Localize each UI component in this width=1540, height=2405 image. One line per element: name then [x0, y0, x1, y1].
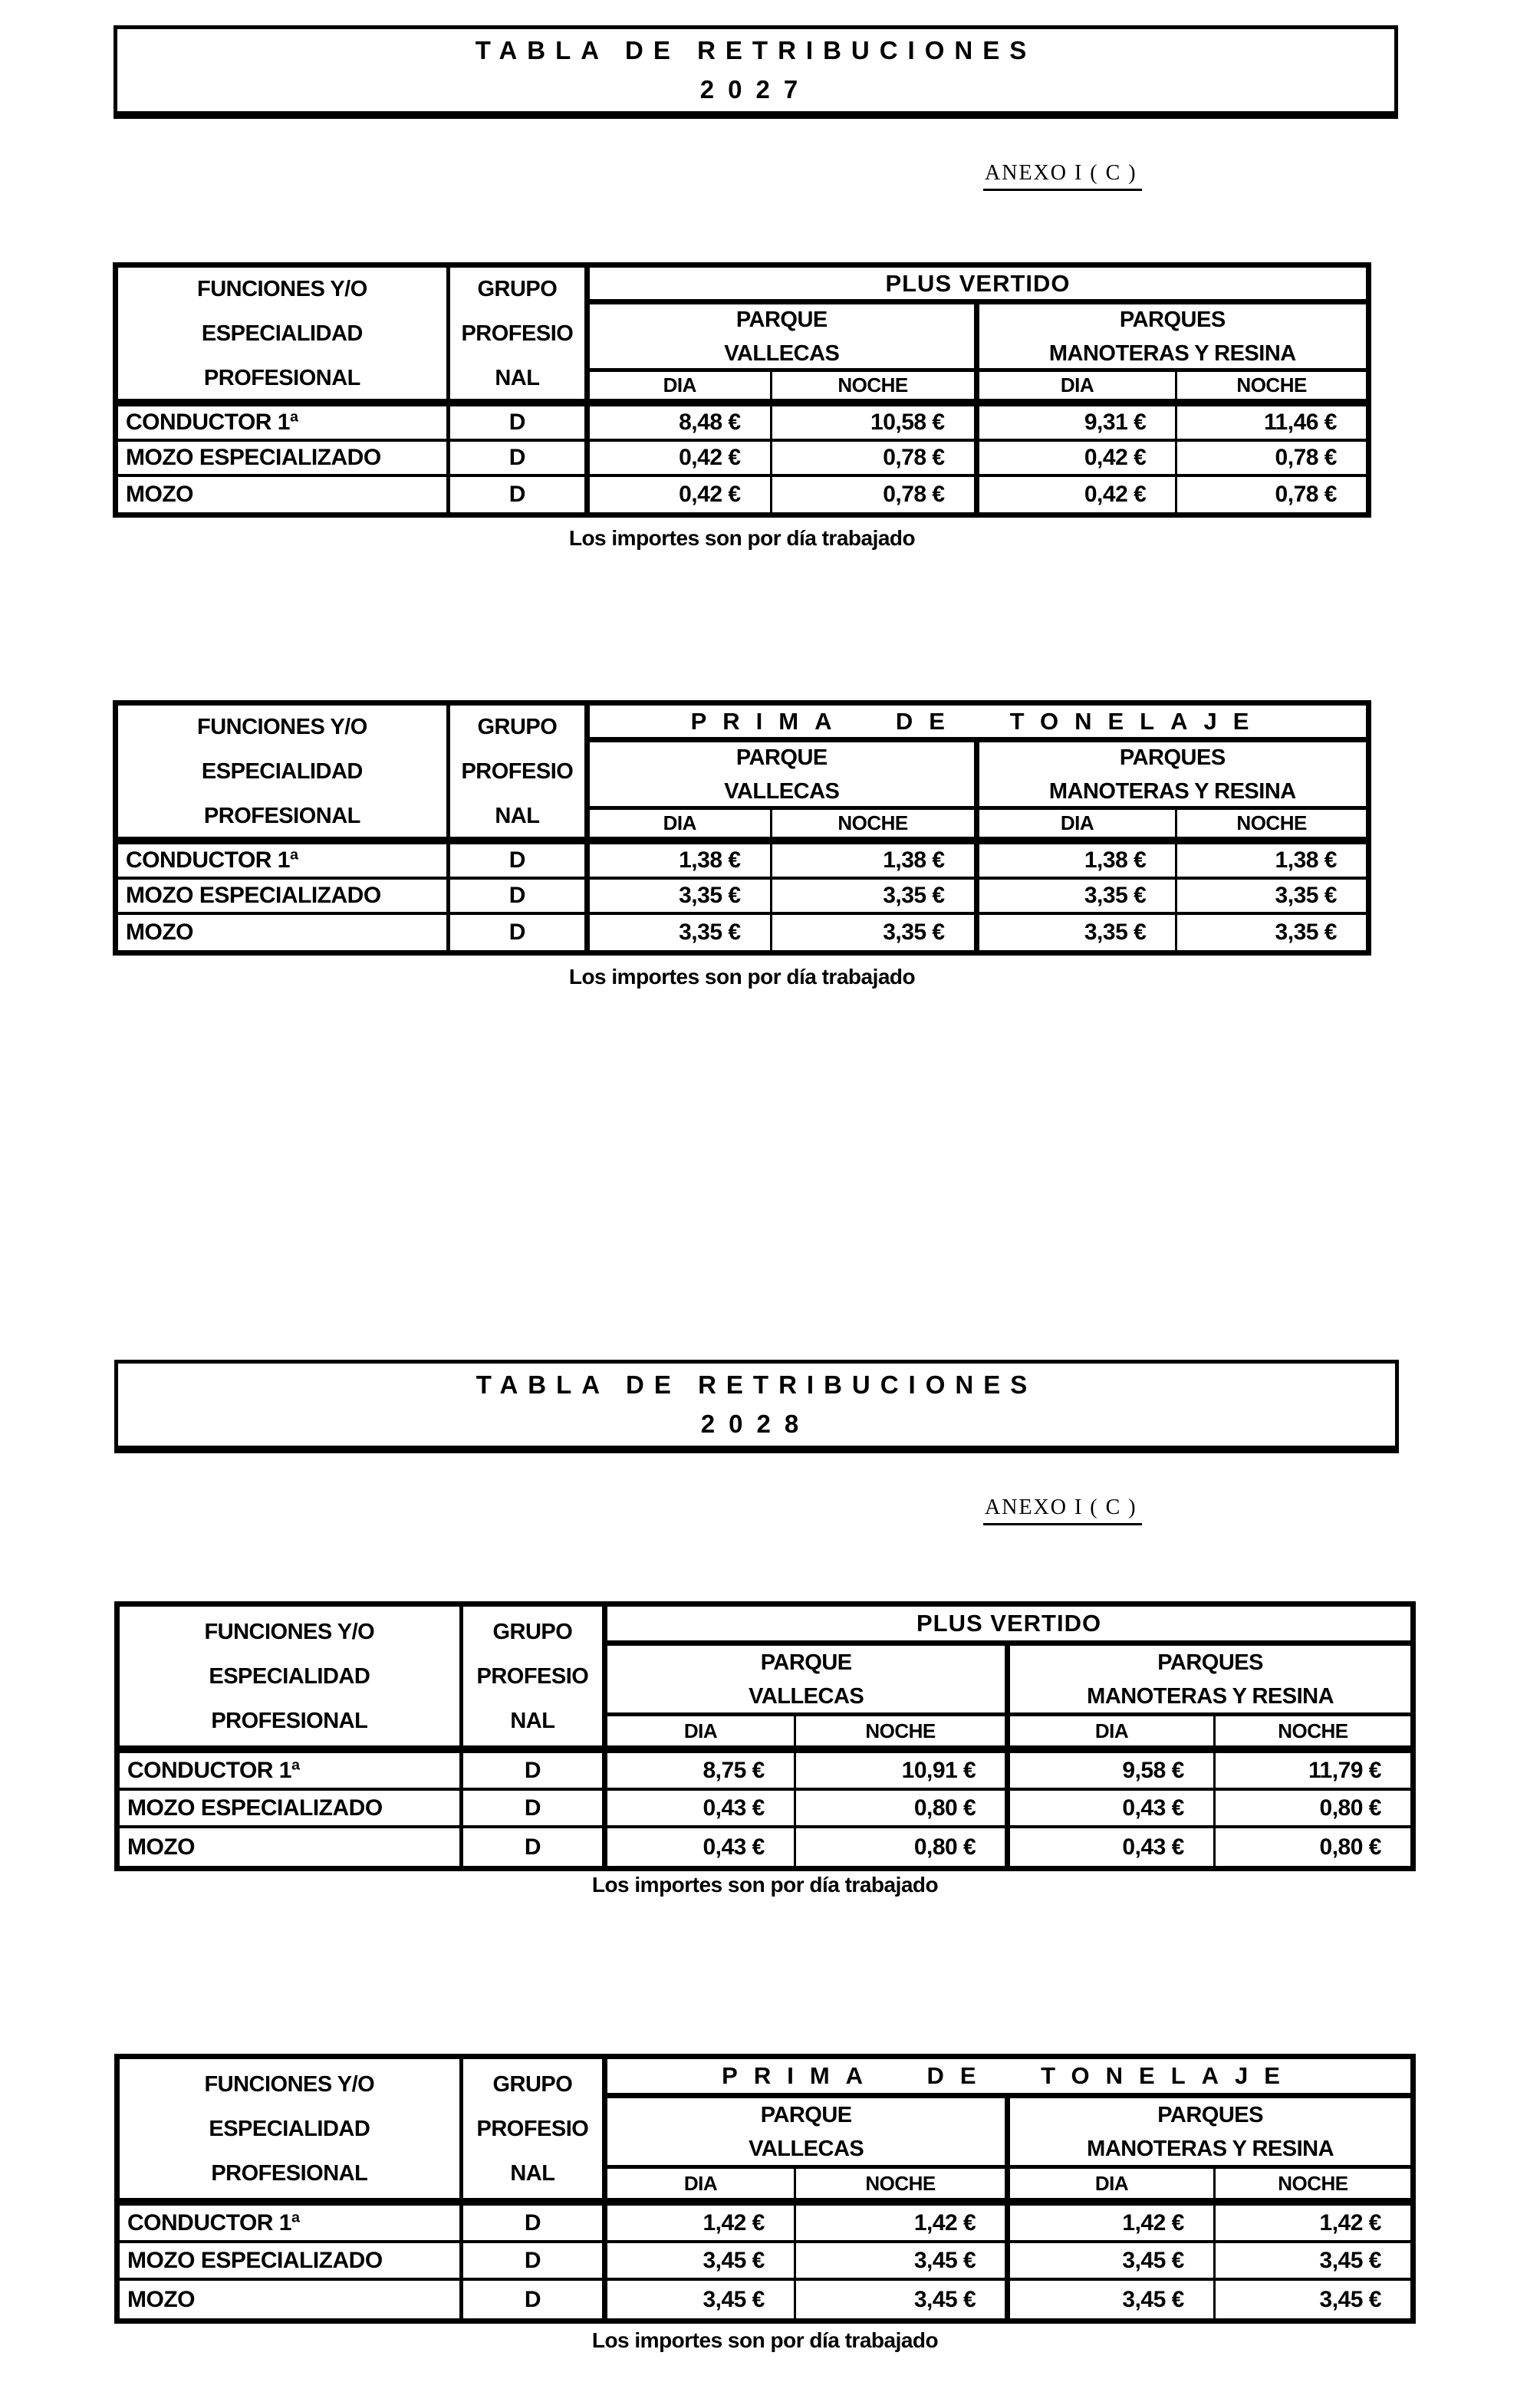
cell-funcion: CONDUCTOR 1ª	[118, 406, 450, 442]
parque-line: PARQUE	[760, 1650, 852, 1675]
cell-value: 0,78 €	[772, 477, 979, 512]
cell-value: 1,42 €	[607, 2206, 796, 2243]
cell-funcion: CONDUCTOR 1ª	[118, 844, 450, 880]
table-note: Los importes son por día trabajado	[591, 1873, 939, 1897]
cell-funcion: MOZO	[118, 915, 450, 950]
header-noche-cell: NOCHE	[772, 810, 979, 844]
header-dia-cell: DIA	[1010, 1716, 1216, 1753]
cell-grupo: D	[450, 915, 590, 950]
header-funciones-line: FUNCIONES Y/O	[204, 2071, 375, 2097]
header-grupo-line: PROFESIO	[461, 758, 574, 784]
header-funciones-line: ESPECIALIDAD	[209, 2116, 370, 2141]
parque-line: PARQUES	[1119, 745, 1226, 770]
cell-funcion: MOZO	[118, 477, 450, 512]
cell-value: 3,35 €	[590, 915, 772, 950]
cell-value: 0,78 €	[772, 442, 979, 477]
cell-grupo: D	[463, 1753, 607, 1791]
parque-line: PARQUES	[1119, 307, 1226, 332]
cell-value: 0,43 €	[607, 1828, 796, 1866]
header-grupo-line: PROFESIO	[476, 1663, 589, 1689]
header-parques-manoteras	[979, 304, 1366, 372]
cell-value: 3,45 €	[796, 2243, 1010, 2281]
header-funciones-cell	[120, 1607, 463, 1753]
cell-funcion: MOZO ESPECIALIZADO	[118, 880, 450, 915]
cell-value: 0,80 €	[796, 1828, 1010, 1866]
cell-value: 3,45 €	[796, 2281, 1010, 2318]
cell-value: 9,58 €	[1010, 1753, 1216, 1791]
cell-value: 3,45 €	[1216, 2243, 1410, 2281]
header-group-title: PRIMA DE TONELAJE	[590, 706, 1366, 742]
header-grupo-cell	[450, 268, 590, 406]
cell-value: 0,80 €	[796, 1791, 1010, 1828]
header-grupo-line: NAL	[510, 2160, 555, 2186]
table-prima-tonelaje-2027	[113, 700, 1371, 956]
header-funciones-cell	[118, 268, 450, 406]
cell-value: 10,58 €	[772, 406, 979, 442]
cell-value: 1,38 €	[979, 844, 1178, 880]
header-grupo-line: NAL	[495, 365, 540, 390]
parque-line: VALLECAS	[724, 778, 840, 804]
header-grupo-cell	[463, 1607, 607, 1753]
cell-funcion: MOZO	[120, 2281, 463, 2318]
cell-value: 0,80 €	[1216, 1791, 1410, 1828]
parque-line: PARQUES	[1157, 2102, 1263, 2127]
parque-line: MANOTERAS Y RESINA	[1048, 778, 1296, 804]
cell-funcion: MOZO ESPECIALIZADO	[120, 2243, 463, 2281]
header-grupo-line: PROFESIO	[461, 321, 574, 346]
cell-value: 0,43 €	[607, 1791, 796, 1828]
cell-value: 0,78 €	[1275, 482, 1337, 507]
cell-value: 0,43 €	[1010, 1828, 1216, 1866]
cell-value: 1,42 €	[796, 2206, 1010, 2243]
cell-funcion: MOZO ESPECIALIZADO	[120, 1791, 463, 1828]
document-year: 2027	[699, 75, 812, 104]
cell-value: 1,42 €	[1010, 2206, 1216, 2243]
table-note: Los importes son por día trabajado	[568, 965, 916, 989]
parque-line: PARQUE	[735, 307, 828, 332]
header-funciones-line: PROFESIONAL	[211, 1708, 368, 1733]
parque-line: VALLECAS	[724, 341, 840, 366]
header-parque-vallecas	[607, 2098, 1010, 2169]
header-dia-cell: DIA	[979, 810, 1178, 844]
cell-grupo: D	[463, 1791, 607, 1828]
title-box-2028	[114, 1360, 1399, 1453]
table-prima-tonelaje-2028	[114, 2054, 1416, 2324]
cell-value: 1,42 €	[1216, 2206, 1410, 2243]
cell-value: 9,31 €	[979, 406, 1178, 442]
cell-value: 3,35 €	[1177, 880, 1366, 915]
cell-value: 0,43 €	[1010, 1791, 1216, 1828]
header-group-title: PRIMA DE TONELAJE	[607, 2059, 1410, 2098]
header-funciones-line: PROFESIONAL	[203, 365, 360, 390]
parque-line: PARQUE	[735, 745, 828, 770]
header-grupo-cell	[450, 706, 590, 844]
header-funciones-cell	[118, 706, 450, 844]
header-funciones-line: FUNCIONES Y/O	[197, 714, 367, 739]
cell-value: 3,35 €	[1275, 920, 1337, 945]
header-noche-cell: NOCHE	[772, 372, 979, 406]
header-grupo-line: NAL	[495, 803, 540, 828]
table-note: Los importes son por día trabajado	[591, 2328, 939, 2352]
header-dia-cell: DIA	[979, 372, 1178, 406]
header-funciones-line: FUNCIONES Y/O	[204, 1619, 375, 1644]
cell-funcion: CONDUCTOR 1ª	[120, 1753, 463, 1791]
cell-value: 10,91 €	[796, 1753, 1010, 1791]
header-grupo-line: GRUPO	[477, 714, 558, 739]
header-group-title: PLUS VERTIDO	[607, 1607, 1410, 1646]
header-noche-cell: NOCHE	[796, 2169, 1010, 2206]
header-funciones-line: PROFESIONAL	[203, 803, 360, 828]
cell-value: 3,45 €	[1319, 2286, 1381, 2312]
cell-value: 8,75 €	[607, 1753, 796, 1791]
parque-line: VALLECAS	[749, 1683, 864, 1709]
header-parque-vallecas	[590, 304, 979, 372]
cell-value: 3,45 €	[1010, 2243, 1216, 2281]
cell-grupo: D	[450, 880, 590, 915]
header-dia-cell: DIA	[607, 2169, 796, 2206]
cell-grupo: D	[463, 2281, 607, 2318]
cell-grupo: D	[450, 477, 590, 512]
cell-value: 0,78 €	[1177, 442, 1366, 477]
header-grupo-line: NAL	[510, 1708, 555, 1733]
table-note: Los importes son por día trabajado	[568, 526, 916, 550]
cell-value: 0,42 €	[979, 477, 1178, 512]
header-parque-vallecas	[590, 742, 979, 810]
cell-value: 8,48 €	[590, 406, 772, 442]
cell-value: 11,46 €	[1177, 406, 1366, 442]
cell-value: 3,45 €	[1010, 2281, 1216, 2318]
anexo-label: ANEXO I ( C )	[983, 161, 1142, 191]
document-title: TABLA DE RETRIBUCIONES	[475, 1370, 1038, 1399]
header-noche-cell: NOCHE	[1177, 372, 1366, 406]
parque-line: MANOTERAS Y RESINA	[1048, 341, 1296, 366]
parque-line: VALLECAS	[749, 2136, 864, 2161]
cell-value: 3,35 €	[979, 915, 1178, 950]
cell-grupo: D	[450, 844, 590, 880]
header-funciones-line: PROFESIONAL	[211, 2160, 368, 2186]
cell-grupo: D	[463, 2206, 607, 2243]
header-funciones-cell	[120, 2059, 463, 2206]
cell-value: 3,35 €	[772, 915, 979, 950]
header-grupo-line: GRUPO	[492, 1619, 573, 1644]
header-dia-cell: DIA	[607, 1716, 796, 1753]
header-funciones-line: FUNCIONES Y/O	[197, 276, 367, 301]
header-dia-cell: DIA	[1010, 2169, 1216, 2206]
anexo-label: ANEXO I ( C )	[983, 1495, 1142, 1525]
cell-value: 3,45 €	[607, 2243, 796, 2281]
cell-value: 0,42 €	[590, 442, 772, 477]
parque-line: PARQUE	[760, 2102, 852, 2127]
document-title: TABLA DE RETRIBUCIONES	[475, 36, 1037, 64]
cell-value: 1,38 €	[772, 844, 979, 880]
header-funciones-line: ESPECIALIDAD	[209, 1663, 370, 1689]
document-year: 2028	[700, 1410, 813, 1438]
header-parques-manoteras	[1010, 2098, 1410, 2169]
header-funciones-line: ESPECIALIDAD	[201, 321, 363, 346]
cell-grupo: D	[450, 406, 590, 442]
title-box-2027	[114, 25, 1398, 119]
cell-value: 3,45 €	[607, 2281, 796, 2318]
header-grupo-cell	[463, 2059, 607, 2206]
parque-line: MANOTERAS Y RESINA	[1087, 1683, 1334, 1709]
cell-funcion: MOZO	[120, 1828, 463, 1866]
header-noche-cell: NOCHE	[796, 1716, 1010, 1753]
parque-line: PARQUES	[1157, 1650, 1263, 1675]
cell-value: 0,42 €	[590, 477, 772, 512]
header-grupo-line: GRUPO	[492, 2071, 573, 2097]
cell-funcion: CONDUCTOR 1ª	[120, 2206, 463, 2243]
header-grupo-line: PROFESIO	[476, 2116, 589, 2141]
cell-value: 11,79 €	[1216, 1753, 1410, 1791]
parque-line: MANOTERAS Y RESINA	[1087, 2136, 1334, 2161]
cell-value: 3,35 €	[979, 880, 1178, 915]
table-plus-vertido-2027	[113, 262, 1371, 518]
cell-grupo: D	[450, 442, 590, 477]
cell-value: 3,35 €	[590, 880, 772, 915]
cell-value: 0,42 €	[979, 442, 1178, 477]
cell-value: 0,80 €	[1319, 1834, 1381, 1860]
header-parques-manoteras	[979, 742, 1366, 810]
table-plus-vertido-2028	[114, 1601, 1416, 1871]
cell-value: 3,35 €	[772, 880, 979, 915]
header-dia-cell: DIA	[590, 372, 772, 406]
header-noche-cell: NOCHE	[1216, 2169, 1410, 2206]
cell-funcion: MOZO ESPECIALIZADO	[118, 442, 450, 477]
header-parque-vallecas	[607, 1646, 1010, 1716]
header-dia-cell: DIA	[590, 810, 772, 844]
cell-value: 1,38 €	[590, 844, 772, 880]
header-noche-cell: NOCHE	[1216, 1716, 1410, 1753]
header-noche-cell: NOCHE	[1177, 810, 1366, 844]
cell-value: 1,38 €	[1177, 844, 1366, 880]
cell-grupo: D	[463, 1828, 607, 1866]
cell-grupo: D	[463, 2243, 607, 2281]
header-grupo-line: GRUPO	[477, 276, 558, 301]
header-funciones-line: ESPECIALIDAD	[201, 758, 363, 784]
header-group-title: PLUS VERTIDO	[590, 268, 1366, 304]
header-parques-manoteras	[1010, 1646, 1410, 1716]
